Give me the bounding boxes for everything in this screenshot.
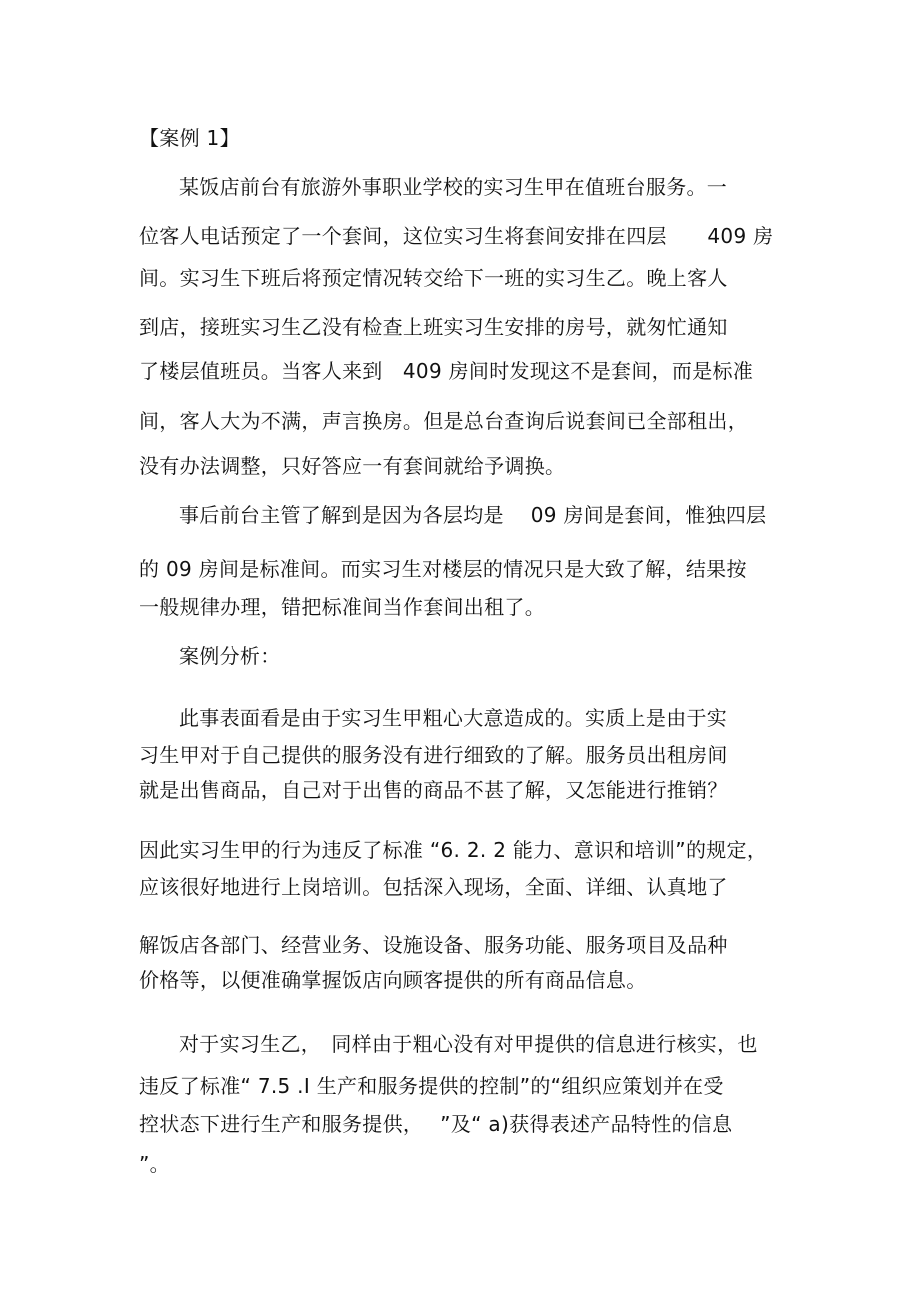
paragraph-4-line-2: 违反了标准“ 7.5 .I 生产和服务提供的控制”的“组织应策划并在受 (139, 1074, 724, 1098)
paragraph-1-line-2: 位客人电话预定了一个套间，这位实习生将套间安排在四层 409 房 (139, 224, 774, 248)
paragraph-1-line-7: 没有办法调整，只好答应一有套间就给予调换。 (139, 454, 566, 478)
paragraph-2-line-3: 一般规律办理，错把标准间当作套间出租了。 (139, 595, 545, 619)
paragraph-1-line-1: 某饭店前台有旅游外事职业学校的实习生甲在值班台服务。一 (179, 175, 728, 199)
paragraph-3-line-5: 应该很好地进行上岗培训。包括深入现场，全面、详细、认真地了 (139, 875, 728, 899)
paragraph-3-line-7: 价格等，以便准确掌握饭店向顾客提供的所有商品信息。 (139, 968, 647, 992)
paragraph-1-line-5: 了楼层值班员。当客人来到 409 房间时发现这不是套间，而是标准 (139, 359, 754, 383)
paragraph-3-line-2: 习生甲对于自己提供的服务没有进行细致的了解。服务员出租房间 (139, 743, 728, 767)
paragraph-1-line-6: 间，客人大为不满，声言换房。但是总台查询后说套间已全部租出， (139, 409, 748, 433)
paragraph-1-line-4: 到店，接班实习生乙没有检查上班实习生安排的房号，就匆忙通知 (139, 315, 728, 339)
analysis-title: 案例分析： (179, 644, 281, 668)
paragraph-2-line-1: 事后前台主管了解到是因为各层均是 09 房间是套间，惟独四层 (179, 503, 767, 527)
paragraph-3-line-1: 此事表面看是由于实习生甲粗心大意造成的。实质上是由于实 (179, 706, 728, 730)
paragraph-4-line-3: 控状态下进行生产和服务提供， ”及“ a)获得表述产品特性的信息 (139, 1112, 733, 1136)
paragraph-1-line-3: 间。实习生下班后将预定情况转交给下一班的实习生乙。晚上客人 (139, 266, 728, 290)
case-heading: 【案例 1】 (139, 126, 240, 150)
paragraph-4-line-1: 对于实习生乙， 同样由于粗心没有对甲提供的信息进行核实，也 (179, 1032, 758, 1056)
paragraph-3-line-3: 就是出售商品，自己对于出售的商品不甚了解，又怎能进行推销？ (139, 778, 728, 802)
paragraph-2-line-2: 的 09 房间是标准间。而实习生对楼层的情况只是大致了解，结果按 (139, 557, 747, 581)
paragraph-3-line-6: 解饭店各部门、经营业务、设施设备、服务功能、服务项目及品种 (139, 933, 728, 957)
paragraph-4-line-4: ”。 (139, 1152, 170, 1176)
paragraph-3-line-4: 因此实习生甲的行为违反了标准 “6. 2. 2 能力、意识和培训”的规定， (139, 838, 768, 862)
